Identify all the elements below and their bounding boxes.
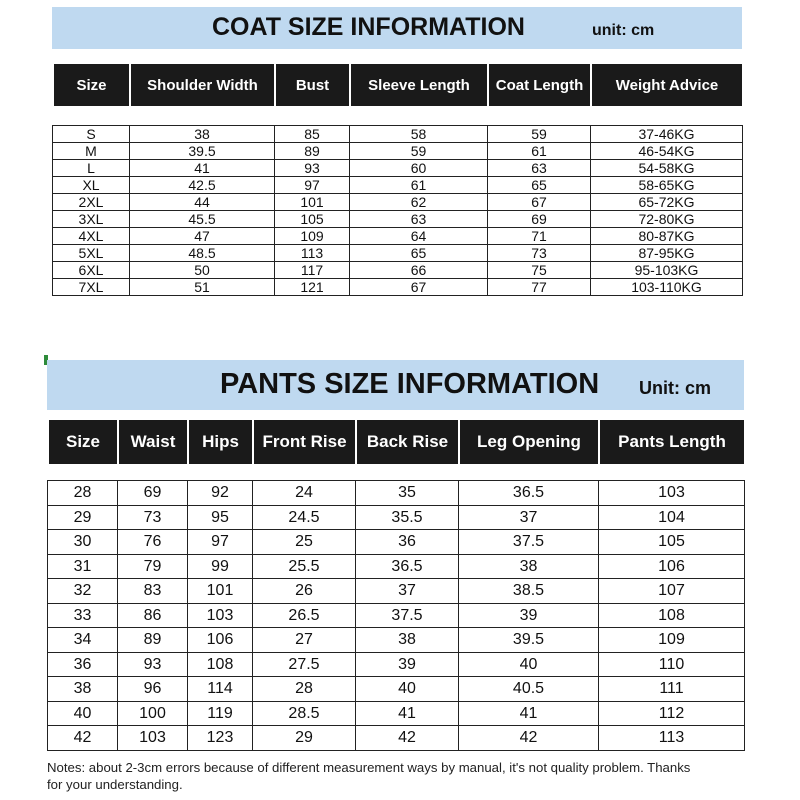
pants-table-cell: 36 [356, 530, 459, 555]
coat-table-cell: 121 [275, 279, 350, 296]
coat-size-table [52, 125, 743, 296]
coat-table-cell: 42.5 [130, 177, 275, 194]
coat-table-row [53, 126, 743, 143]
coat-table-cell: 47 [130, 228, 275, 245]
coat-table-cell: 5XL [53, 245, 130, 262]
pants-table-cell: 107 [599, 579, 745, 604]
coat-table-cell: 103-110KG [591, 279, 743, 296]
coat-table-cell: 38 [130, 126, 275, 143]
pants-table-cell: 106 [188, 628, 253, 653]
coat-col-header: Weight Advice [591, 63, 743, 107]
coat-table-header [52, 62, 744, 108]
coat-header-row [53, 63, 743, 107]
coat-table-cell: XL [53, 177, 130, 194]
coat-table-cell: 61 [350, 177, 488, 194]
pants-table-cell: 27 [253, 628, 356, 653]
coat-table-cell: M [53, 143, 130, 160]
pants-table-row [48, 603, 745, 628]
notes-line: for your understanding. [47, 777, 183, 792]
pants-title: PANTS SIZE INFORMATION [220, 368, 600, 400]
coat-table-cell: 58-65KG [591, 177, 743, 194]
pants-table-cell: 29 [253, 726, 356, 751]
pants-table-cell: 26 [253, 579, 356, 604]
coat-table-cell: 117 [275, 262, 350, 279]
coat-table-cell: 3XL [53, 211, 130, 228]
pants-table-row [48, 726, 745, 751]
pants-table-cell: 103 [599, 481, 745, 506]
pants-col-header: Hips [188, 419, 253, 465]
pants-table-cell: 29 [48, 505, 118, 530]
coat-title-banner [52, 7, 742, 49]
coat-table-cell: 67 [488, 194, 591, 211]
pants-table-cell: 40 [356, 677, 459, 702]
pants-table-cell: 111 [599, 677, 745, 702]
coat-table-cell: 51 [130, 279, 275, 296]
coat-table-row [53, 143, 743, 160]
coat-table-cell: 59 [350, 143, 488, 160]
pants-table-row [48, 652, 745, 677]
coat-table-cell: 72-80KG [591, 211, 743, 228]
coat-table-cell: 73 [488, 245, 591, 262]
pants-table-cell: 41 [356, 701, 459, 726]
pants-table-cell: 36 [48, 652, 118, 677]
pants-table-cell: 86 [118, 603, 188, 628]
pants-table-cell: 32 [48, 579, 118, 604]
coat-table-cell: 37-46KG [591, 126, 743, 143]
coat-table-cell: 41 [130, 160, 275, 177]
coat-table-cell: 66 [350, 262, 488, 279]
pants-title-banner [47, 360, 744, 410]
coat-table-row [53, 177, 743, 194]
pants-table-cell: 28.5 [253, 701, 356, 726]
coat-col-header: Size [53, 63, 130, 107]
pants-table-cell: 38 [356, 628, 459, 653]
pants-table-cell: 24 [253, 481, 356, 506]
pants-table-cell: 101 [188, 579, 253, 604]
pants-table-cell: 79 [118, 554, 188, 579]
pants-table-cell: 104 [599, 505, 745, 530]
coat-unit-label: unit: cm [592, 22, 655, 39]
pants-table-cell: 28 [253, 677, 356, 702]
pants-table-cell: 40.5 [459, 677, 599, 702]
pants-table-cell: 40 [48, 701, 118, 726]
pants-table-cell: 93 [118, 652, 188, 677]
pants-table-cell: 106 [599, 554, 745, 579]
coat-table-cell: 65 [488, 177, 591, 194]
pants-table-cell: 83 [118, 579, 188, 604]
pants-table-cell: 25 [253, 530, 356, 555]
coat-col-header: Sleeve Length [350, 63, 488, 107]
pants-table-cell: 40 [459, 652, 599, 677]
pants-table-row [48, 530, 745, 555]
pants-table-cell: 119 [188, 701, 253, 726]
pants-table-row [48, 579, 745, 604]
coat-table-cell: 4XL [53, 228, 130, 245]
notes-line: Notes: about 2-3cm errors because of different measurement ways by manual, it's not quality problem. Thanks [47, 760, 691, 775]
pants-table-cell: 24.5 [253, 505, 356, 530]
pants-table-cell: 37.5 [356, 603, 459, 628]
pants-table-cell: 108 [188, 652, 253, 677]
pants-table-row [48, 628, 745, 653]
coat-col-header: Bust [275, 63, 350, 107]
coat-table-cell: 101 [275, 194, 350, 211]
pants-table-cell: 103 [188, 603, 253, 628]
coat-col-header: Shoulder Width [130, 63, 275, 107]
coat-table-cell: 77 [488, 279, 591, 296]
pants-table-cell: 112 [599, 701, 745, 726]
pants-table-cell: 105 [599, 530, 745, 555]
pants-col-header: Leg Opening [459, 419, 599, 465]
pants-table-cell: 36.5 [356, 554, 459, 579]
pants-table-cell: 110 [599, 652, 745, 677]
pants-table-cell: 38.5 [459, 579, 599, 604]
coat-table-cell: 95-103KG [591, 262, 743, 279]
pants-table-row [48, 505, 745, 530]
pants-table-cell: 28 [48, 481, 118, 506]
pants-col-header: Pants Length [599, 419, 745, 465]
pants-table-cell: 113 [599, 726, 745, 751]
pants-table-row [48, 701, 745, 726]
pants-table-cell: 33 [48, 603, 118, 628]
coat-table-cell: 63 [350, 211, 488, 228]
coat-col-header: Coat Length [488, 63, 591, 107]
pants-table-cell: 31 [48, 554, 118, 579]
pants-table-cell: 39.5 [459, 628, 599, 653]
coat-table-cell: S [53, 126, 130, 143]
pants-table-cell: 30 [48, 530, 118, 555]
pants-table-row [48, 554, 745, 579]
coat-table-cell: 67 [350, 279, 488, 296]
coat-table-cell: 54-58KG [591, 160, 743, 177]
coat-table-cell: 71 [488, 228, 591, 245]
coat-table-row [53, 160, 743, 177]
pants-col-header: Front Rise [253, 419, 356, 465]
pants-size-table [47, 480, 745, 751]
pants-table-cell: 109 [599, 628, 745, 653]
coat-table-cell: 75 [488, 262, 591, 279]
coat-table-cell: 109 [275, 228, 350, 245]
pants-table-cell: 123 [188, 726, 253, 751]
coat-table-cell: 65-72KG [591, 194, 743, 211]
pants-table-cell: 42 [459, 726, 599, 751]
notes-text [47, 759, 757, 793]
pants-table-cell: 73 [118, 505, 188, 530]
pants-table-cell: 36.5 [459, 481, 599, 506]
coat-table-cell: 50 [130, 262, 275, 279]
pants-table-cell: 92 [188, 481, 253, 506]
coat-table-cell: 62 [350, 194, 488, 211]
coat-title: COAT SIZE INFORMATION [212, 13, 525, 41]
pants-table-cell: 103 [118, 726, 188, 751]
pants-table-cell: 76 [118, 530, 188, 555]
coat-table-cell: 113 [275, 245, 350, 262]
pants-table-cell: 99 [188, 554, 253, 579]
pants-table-cell: 39 [459, 603, 599, 628]
coat-table-cell: 65 [350, 245, 488, 262]
pants-table-cell: 41 [459, 701, 599, 726]
coat-table-cell: 45.5 [130, 211, 275, 228]
pants-table-cell: 34 [48, 628, 118, 653]
pants-table-cell: 35.5 [356, 505, 459, 530]
coat-table-cell: 39.5 [130, 143, 275, 160]
pants-table-cell: 97 [188, 530, 253, 555]
coat-table-cell: 2XL [53, 194, 130, 211]
pants-table-cell: 89 [118, 628, 188, 653]
coat-table-cell: 59 [488, 126, 591, 143]
pants-table-cell: 27.5 [253, 652, 356, 677]
pants-table-cell: 42 [356, 726, 459, 751]
pants-table-row [48, 677, 745, 702]
coat-table-cell: 6XL [53, 262, 130, 279]
pants-col-header: Size [48, 419, 118, 465]
coat-table-cell: 69 [488, 211, 591, 228]
coat-table-row [53, 228, 743, 245]
coat-table-cell: 58 [350, 126, 488, 143]
coat-table-cell: L [53, 160, 130, 177]
coat-table-cell: 89 [275, 143, 350, 160]
pants-col-header: Back Rise [356, 419, 459, 465]
pants-table-cell: 114 [188, 677, 253, 702]
coat-table-cell: 87-95KG [591, 245, 743, 262]
pants-table-cell: 38 [48, 677, 118, 702]
coat-table-cell: 80-87KG [591, 228, 743, 245]
pants-table-cell: 39 [356, 652, 459, 677]
pants-table-cell: 38 [459, 554, 599, 579]
coat-table-cell: 44 [130, 194, 275, 211]
coat-table-cell: 105 [275, 211, 350, 228]
pants-table-header [47, 418, 746, 466]
coat-table-row [53, 279, 743, 296]
pants-table-body [48, 481, 745, 751]
coat-table-body [53, 126, 743, 296]
pants-table-cell: 25.5 [253, 554, 356, 579]
pants-table-cell: 26.5 [253, 603, 356, 628]
coat-table-row [53, 211, 743, 228]
coat-table-cell: 63 [488, 160, 591, 177]
coat-table-cell: 97 [275, 177, 350, 194]
pants-table-cell: 37.5 [459, 530, 599, 555]
coat-table-cell: 46-54KG [591, 143, 743, 160]
coat-table-row [53, 194, 743, 211]
pants-table-cell: 37 [356, 579, 459, 604]
coat-table-cell: 60 [350, 160, 488, 177]
coat-table-cell: 48.5 [130, 245, 275, 262]
pants-table-row [48, 481, 745, 506]
pants-table-cell: 95 [188, 505, 253, 530]
coat-table-cell: 61 [488, 143, 591, 160]
pants-table-cell: 42 [48, 726, 118, 751]
coat-table-cell: 85 [275, 126, 350, 143]
coat-table-cell: 64 [350, 228, 488, 245]
pants-unit-label: Unit: cm [639, 378, 711, 398]
pants-table-cell: 69 [118, 481, 188, 506]
pants-header-row [48, 419, 745, 465]
coat-table-row [53, 245, 743, 262]
pants-table-cell: 108 [599, 603, 745, 628]
pants-table-cell: 35 [356, 481, 459, 506]
pants-table-cell: 96 [118, 677, 188, 702]
coat-table-row [53, 262, 743, 279]
pants-col-header: Waist [118, 419, 188, 465]
coat-table-cell: 7XL [53, 279, 130, 296]
pants-table-cell: 37 [459, 505, 599, 530]
pants-table-cell: 100 [118, 701, 188, 726]
coat-table-cell: 93 [275, 160, 350, 177]
